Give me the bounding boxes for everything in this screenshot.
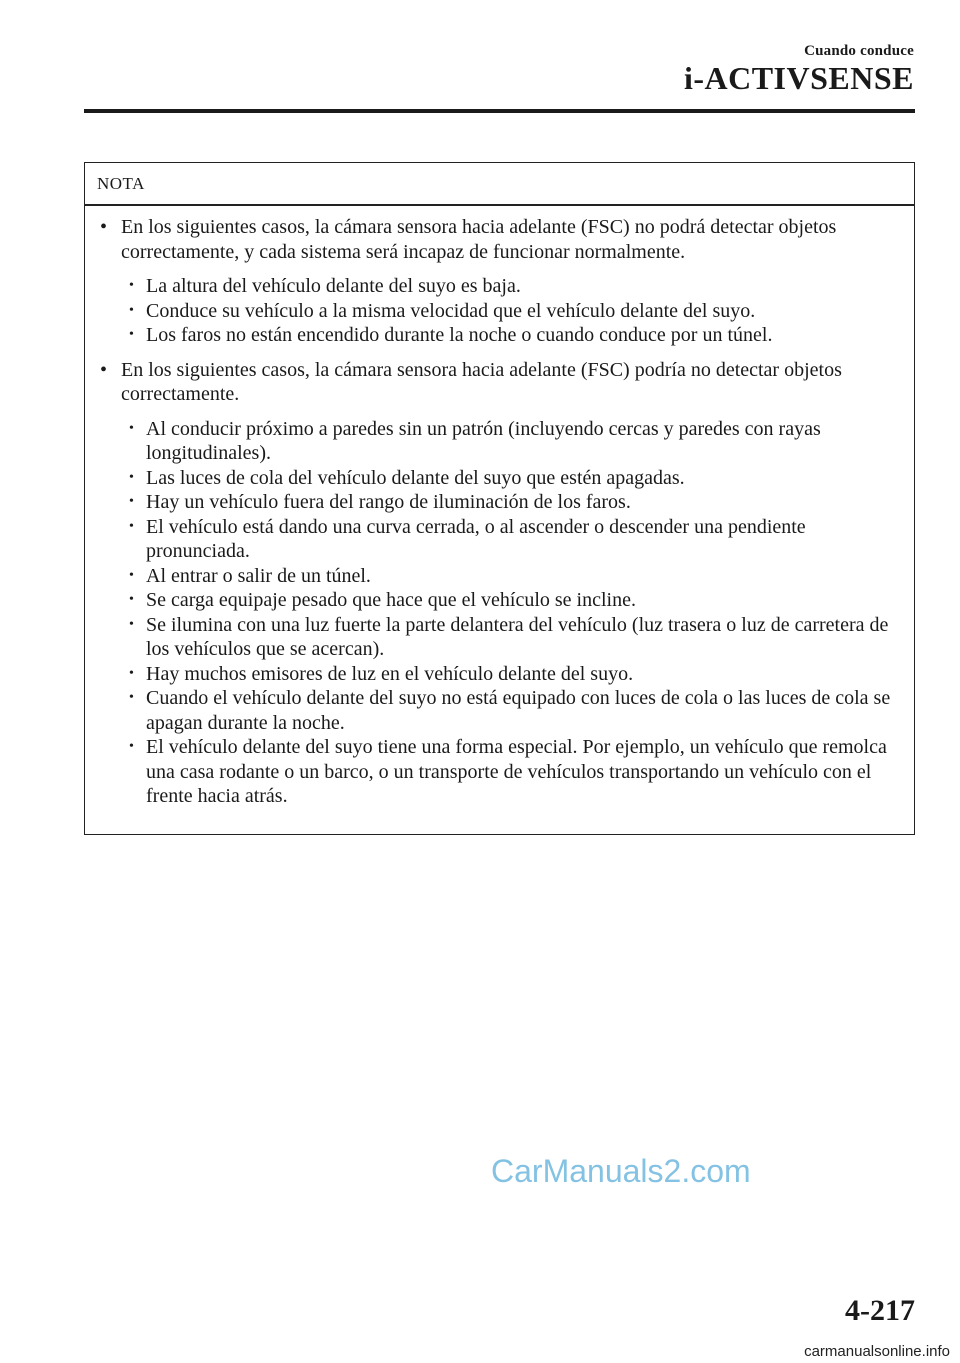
watermark-logo: CarManuals2.com	[491, 1153, 751, 1189]
sub-item-text: Las luces de cola del vehículo delante del suyo que estén apagadas.	[146, 466, 685, 489]
sub-item	[85, 735, 914, 809]
chapter-title: i-ACTIVSENSE	[683, 60, 914, 96]
note-item	[85, 215, 914, 264]
bullet-icon: •	[100, 216, 108, 238]
sub-bullet-icon: •	[129, 616, 134, 632]
sub-item-text: Conduce su vehículo a la misma velocidad que el vehículo delante del suyo.	[146, 299, 756, 322]
sub-item	[85, 323, 914, 348]
sub-item	[85, 564, 914, 589]
sub-item-text: Los faros no están encendido durante la noche o cuando conduce por un túnel.	[146, 324, 773, 346]
sub-item	[85, 417, 914, 466]
sub-item	[85, 299, 914, 324]
footer-link[interactable]: carmanualsonline.info	[804, 1343, 950, 1360]
sub-bullet-icon: •	[129, 690, 134, 705]
sub-bullet-icon: •	[129, 327, 134, 342]
section-name: Cuando conduce	[804, 43, 914, 59]
bullet-icon: •	[100, 358, 108, 381]
note-box	[84, 162, 915, 835]
page-number: 4-217	[845, 1294, 915, 1327]
sub-item-text: Al conducir próximo a paredes sin un patrón (incluyendo cercas y paredes con rayas longitudinales).	[146, 417, 821, 464]
sub-item-text: El vehículo está dando una curva cerrada, o al ascender o descender una pendiente pronunciada.	[146, 515, 806, 562]
sub-bullet-icon: •	[129, 739, 134, 754]
sub-item-text: El vehículo delante del suyo tiene una forma especial. Por ejemplo, un vehículo que remolca una casa rodante o un barco, o un transporte de vehículos transportando un vehículo con el frente hacia atrás.	[146, 736, 887, 807]
sub-item	[85, 515, 914, 564]
note-item-text: En los siguientes casos, la cámara sensora hacia adelante (FSC) podría no detectar objetos correctamente.	[121, 358, 842, 405]
sub-item-text: Al entrar o salir de un túnel.	[146, 564, 371, 587]
sub-bullet-icon: •	[129, 567, 134, 583]
note-divider	[85, 204, 914, 206]
note-title: NOTA	[97, 174, 145, 193]
sub-item	[85, 490, 914, 515]
sub-item-text: Hay un vehículo fuera del rango de iluminación de los faros.	[146, 491, 631, 513]
sub-bullet-icon: •	[129, 494, 134, 509]
sub-item	[85, 613, 914, 662]
sub-bullet-icon: •	[129, 665, 134, 681]
sub-item	[85, 686, 914, 735]
sub-item-text: Cuando el vehículo delante del suyo no está equipado con luces de cola o las luces de cola se apagan durante la noche.	[146, 687, 891, 734]
note-body	[85, 215, 914, 819]
note-item	[85, 358, 914, 407]
sub-item-text: Se carga equipaje pesado que hace que el vehículo se incline.	[146, 589, 636, 611]
sub-item-text: Se ilumina con una luz fuerte la parte delantera del vehículo (luz trasera o luz de carretera de los vehículos que se acercan).	[146, 613, 889, 660]
sub-bullet-icon: •	[129, 302, 134, 318]
sub-bullet-icon: •	[129, 518, 134, 534]
sub-item	[85, 588, 914, 613]
sub-item-text: Hay muchos emisores de luz en el vehículo delante del suyo.	[146, 662, 634, 685]
sub-bullet-icon: •	[129, 420, 134, 436]
sub-bullet-icon: •	[129, 469, 134, 485]
sub-list	[85, 417, 914, 809]
sub-item	[85, 466, 914, 491]
sub-item	[85, 274, 914, 299]
sub-bullet-icon: •	[129, 592, 134, 607]
sub-list	[85, 274, 914, 348]
sub-item	[85, 662, 914, 687]
note-item-text: En los siguientes casos, la cámara sensora hacia adelante (FSC) no podrá detectar objetos correctamente, y cada sistema será incapaz de funcionar normalmente.	[121, 216, 837, 263]
sub-bullet-icon: •	[129, 278, 134, 293]
sub-item-text: La altura del vehículo delante del suyo es baja.	[146, 275, 521, 297]
header-divider	[84, 109, 915, 113]
